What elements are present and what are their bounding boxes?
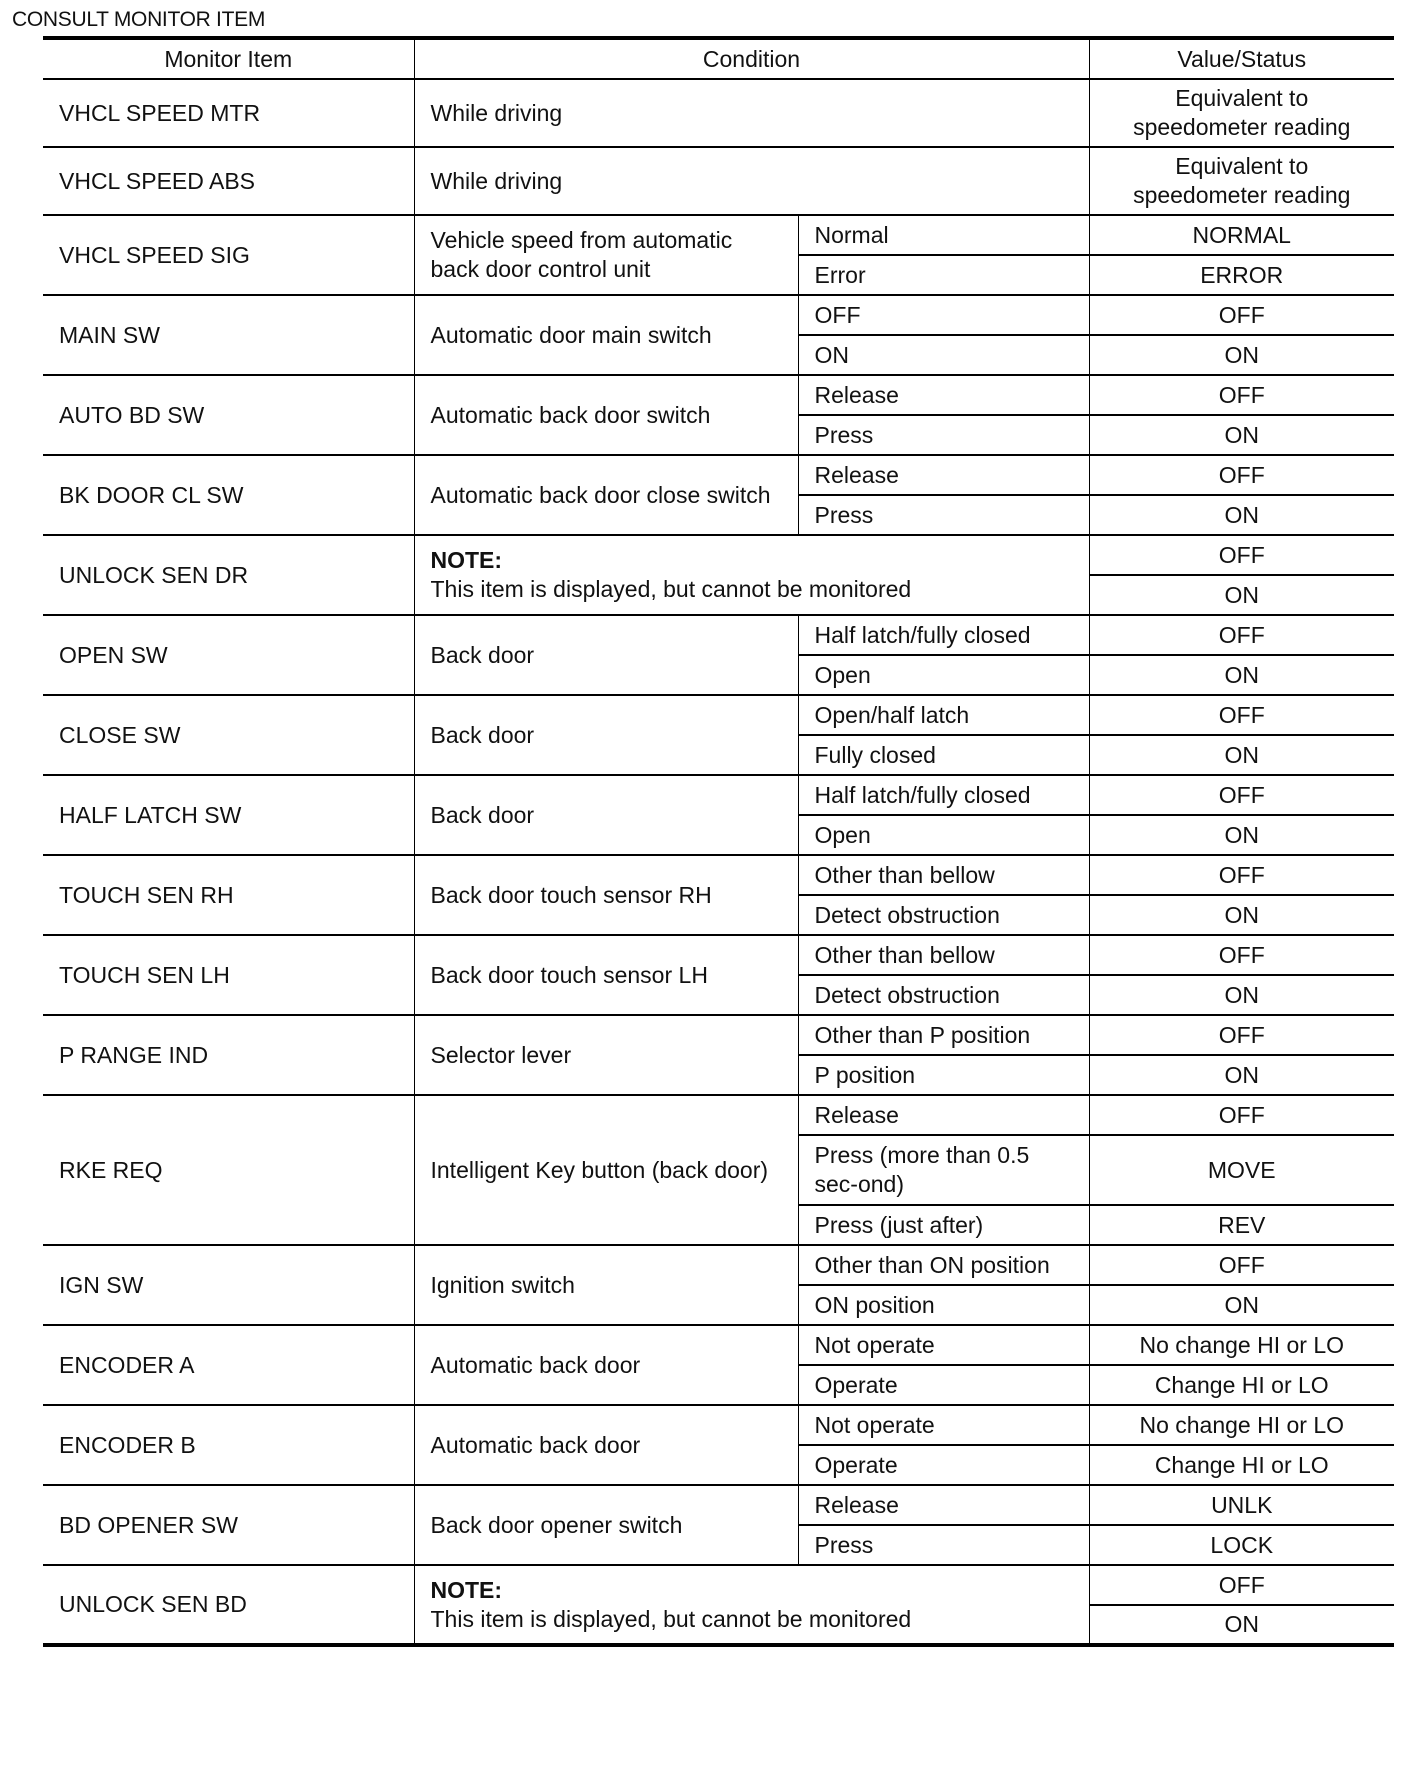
value-cell: ERROR <box>1089 255 1394 295</box>
table-row <box>43 295 1394 335</box>
value-cell: UNLK <box>1089 1485 1394 1525</box>
sub-condition-cell: ON <box>798 335 1089 375</box>
table-row <box>43 695 1394 735</box>
monitor-item-cell: CLOSE SW <box>43 695 414 775</box>
value-cell: ON <box>1089 1285 1394 1325</box>
header-value-status: Value/Status <box>1089 38 1394 79</box>
sub-condition-cell: Open <box>798 655 1089 695</box>
value-cell: Change HI or LO <box>1089 1365 1394 1405</box>
monitor-item-cell: P RANGE IND <box>43 1015 414 1095</box>
sub-condition-cell: Fully closed <box>798 735 1089 775</box>
note-text: This item is displayed, but cannot be monitored <box>430 576 912 602</box>
condition-cell: Back door <box>414 775 798 855</box>
monitor-item-cell: IGN SW <box>43 1245 414 1325</box>
document-title: CONSULT MONITOR ITEM <box>12 8 266 31</box>
table-row <box>43 147 1394 215</box>
value-cell: ON <box>1089 575 1394 615</box>
value-cell: ON <box>1089 415 1394 455</box>
value-cell: OFF <box>1089 855 1394 895</box>
consult-monitor-table <box>43 36 1394 1647</box>
table-row <box>43 455 1394 495</box>
value-cell: OFF <box>1089 695 1394 735</box>
table-row <box>43 935 1394 975</box>
condition-cell: Back door touch sensor LH <box>414 935 798 1015</box>
monitor-item-cell: ENCODER A <box>43 1325 414 1405</box>
condition-cell: Intelligent Key button (back door) <box>414 1095 798 1245</box>
value-cell: ON <box>1089 895 1394 935</box>
value-cell: No change HI or LO <box>1089 1325 1394 1365</box>
monitor-item-cell: VHCL SPEED MTR <box>43 79 414 147</box>
sub-condition-cell: Other than P position <box>798 1015 1089 1055</box>
sub-condition-cell: Press (just after) <box>798 1205 1089 1245</box>
value-cell: ON <box>1089 335 1394 375</box>
value-cell: OFF <box>1089 1245 1394 1285</box>
table-row <box>43 1405 1394 1445</box>
sub-condition-cell: Detect obstruction <box>798 895 1089 935</box>
table-row <box>43 1015 1394 1055</box>
table-row <box>43 215 1394 255</box>
note-cell <box>414 1565 1089 1645</box>
value-cell: Change HI or LO <box>1089 1445 1394 1485</box>
value-cell: REV <box>1089 1205 1394 1245</box>
sub-condition-cell: Press (more than 0.5 sec-ond) <box>798 1135 1089 1205</box>
sub-condition-cell: Operate <box>798 1445 1089 1485</box>
sub-condition-cell: Release <box>798 455 1089 495</box>
condition-cell: Selector lever <box>414 1015 798 1095</box>
table-row <box>43 79 1394 147</box>
monitor-item-cell: BD OPENER SW <box>43 1485 414 1565</box>
value-cell: OFF <box>1089 1015 1394 1055</box>
monitor-item-cell: UNLOCK SEN DR <box>43 535 414 615</box>
value-cell: OFF <box>1089 375 1394 415</box>
value-cell: No change HI or LO <box>1089 1405 1394 1445</box>
sub-condition-cell: Release <box>798 1485 1089 1525</box>
value-cell: ON <box>1089 975 1394 1015</box>
value-cell: OFF <box>1089 615 1394 655</box>
sub-condition-cell: Open/half latch <box>798 695 1089 735</box>
value-cell: OFF <box>1089 295 1394 335</box>
monitor-item-cell: BK DOOR CL SW <box>43 455 414 535</box>
table-row <box>43 1095 1394 1135</box>
value-cell: ON <box>1089 735 1394 775</box>
sub-condition-cell: P position <box>798 1055 1089 1095</box>
monitor-item-cell: VHCL SPEED SIG <box>43 215 414 295</box>
condition-cell: Back door <box>414 615 798 695</box>
header-row <box>43 38 1394 79</box>
value-cell: OFF <box>1089 775 1394 815</box>
value-cell: OFF <box>1089 455 1394 495</box>
value-cell: ON <box>1089 655 1394 695</box>
condition-cell: Automatic back door <box>414 1405 798 1485</box>
sub-condition-cell: Press <box>798 495 1089 535</box>
monitor-item-cell: TOUCH SEN LH <box>43 935 414 1015</box>
condition-cell: Automatic back door <box>414 1325 798 1405</box>
monitor-item-cell: VHCL SPEED ABS <box>43 147 414 215</box>
monitor-item-cell: MAIN SW <box>43 295 414 375</box>
condition-cell: Automatic back door close switch <box>414 455 798 535</box>
monitor-item-cell: ENCODER B <box>43 1405 414 1485</box>
value-cell: LOCK <box>1089 1525 1394 1565</box>
table-row <box>43 1485 1394 1525</box>
monitor-item-cell: RKE REQ <box>43 1095 414 1245</box>
condition-cell: Ignition switch <box>414 1245 798 1325</box>
table-row <box>43 775 1394 815</box>
table-row <box>43 375 1394 415</box>
monitor-item-cell: TOUCH SEN RH <box>43 855 414 935</box>
condition-cell: Vehicle speed from automatic back door control unit <box>414 215 798 295</box>
value-cell: ON <box>1089 815 1394 855</box>
condition-cell: Back door <box>414 695 798 775</box>
sub-condition-cell: Normal <box>798 215 1089 255</box>
sub-condition-cell: Other than bellow <box>798 935 1089 975</box>
sub-condition-cell: Half latch/fully closed <box>798 775 1089 815</box>
monitor-item-cell: AUTO BD SW <box>43 375 414 455</box>
note-label: NOTE: <box>430 547 503 573</box>
sub-condition-cell: Half latch/fully closed <box>798 615 1089 655</box>
value-cell: ON <box>1089 495 1394 535</box>
note-label: NOTE: <box>430 1576 503 1603</box>
table-row <box>43 855 1394 895</box>
sub-condition-cell: Other than ON position <box>798 1245 1089 1285</box>
header-monitor-item: Monitor Item <box>43 38 414 79</box>
value-cell: Equivalent to speedometer reading <box>1089 79 1394 147</box>
sub-condition-cell: Release <box>798 1095 1089 1135</box>
condition-cell: Back door opener switch <box>414 1485 798 1565</box>
condition-cell: While driving <box>414 147 1089 215</box>
table-row <box>43 615 1394 655</box>
value-cell: Equivalent to speedometer reading <box>1089 147 1394 215</box>
value-cell: MOVE <box>1089 1135 1394 1205</box>
header-condition: Condition <box>414 38 1089 79</box>
value-cell: OFF <box>1089 935 1394 975</box>
sub-condition-cell: Error <box>798 255 1089 295</box>
value-cell: NORMAL <box>1089 215 1394 255</box>
condition-cell: Back door touch sensor RH <box>414 855 798 935</box>
sub-condition-cell: ON position <box>798 1285 1089 1325</box>
sub-condition-cell: Open <box>798 815 1089 855</box>
note-cell <box>414 535 1089 615</box>
sub-condition-cell: Release <box>798 375 1089 415</box>
sub-condition-cell: Press <box>798 1525 1089 1565</box>
note-text: This item is displayed, but cannot be monitored <box>430 1605 912 1632</box>
table-row <box>43 1565 1394 1605</box>
condition-cell: Automatic door main switch <box>414 295 798 375</box>
monitor-item-cell: OPEN SW <box>43 615 414 695</box>
condition-cell: While driving <box>414 79 1089 147</box>
value-cell: ON <box>1089 1055 1394 1095</box>
table-row <box>43 535 1394 575</box>
value-cell: OFF <box>1089 1095 1394 1135</box>
condition-cell: Automatic back door switch <box>414 375 798 455</box>
table-row <box>43 1325 1394 1365</box>
sub-condition-cell: Not operate <box>798 1325 1089 1365</box>
sub-condition-cell: Operate <box>798 1365 1089 1405</box>
sub-condition-cell: Other than bellow <box>798 855 1089 895</box>
monitor-item-cell: HALF LATCH SW <box>43 775 414 855</box>
monitor-item-cell: UNLOCK SEN BD <box>43 1565 414 1645</box>
value-cell: ON <box>1089 1605 1394 1645</box>
value-cell: OFF <box>1089 535 1394 575</box>
value-cell: OFF <box>1089 1565 1394 1605</box>
table-row <box>43 1245 1394 1285</box>
sub-condition-cell: OFF <box>798 295 1089 335</box>
sub-condition-cell: Not operate <box>798 1405 1089 1445</box>
sub-condition-cell: Detect obstruction <box>798 975 1089 1015</box>
sub-condition-cell: Press <box>798 415 1089 455</box>
